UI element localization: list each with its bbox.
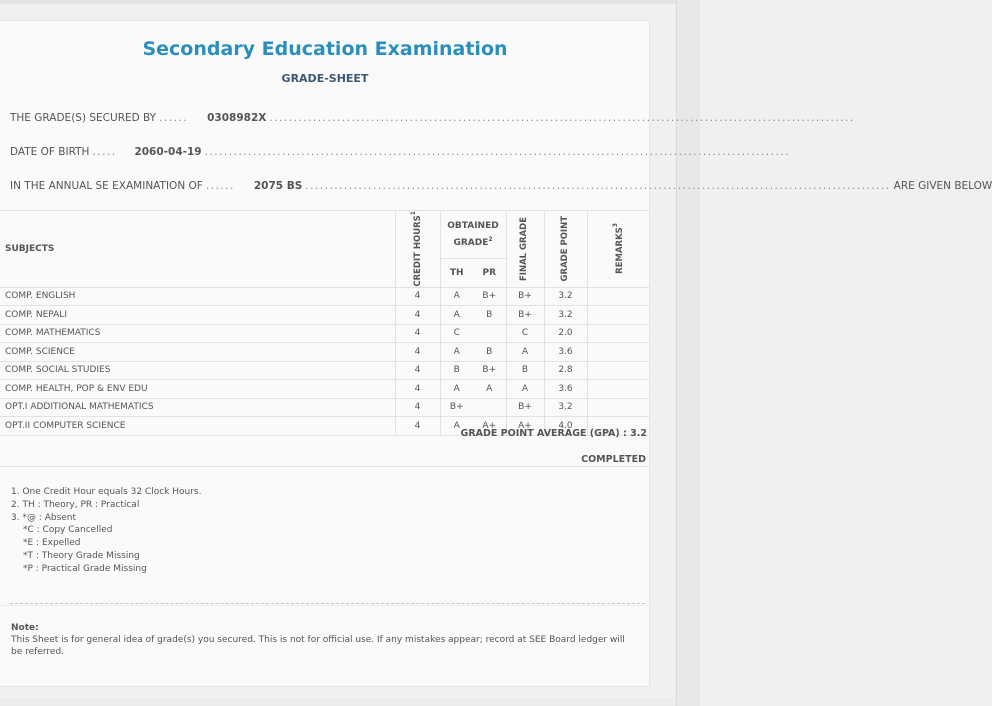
remarks-cell	[587, 398, 650, 417]
subject-cell: COMP. ENGLISH	[0, 287, 395, 306]
date-of-birth: 2060-04-19	[134, 146, 202, 158]
final-grade-cell: C	[506, 324, 544, 343]
table-row	[0, 287, 650, 306]
grade-point-cell: 2.0	[544, 324, 587, 343]
header-grade-point: GRADE POINT	[544, 211, 587, 288]
th-grade-cell: A	[440, 287, 473, 306]
grade-point-cell: 3.2	[544, 287, 587, 306]
footnote-2: 2. TH : Theory, PR : Practical	[11, 499, 140, 510]
header-remarks: REMARKS$^3$	[587, 211, 650, 288]
pr-grade-cell: B+	[473, 287, 506, 306]
dob-label: DATE OF BIRTH	[10, 146, 90, 158]
header-obtained-grade: OBTAINED GRADE$^2$	[440, 211, 506, 259]
symbol-number: 0308982X	[207, 112, 267, 124]
remarks-cell	[587, 361, 650, 380]
footnote-3: 3. *@ : Absent	[11, 512, 77, 523]
final-grade-cell: B+	[506, 287, 544, 306]
header-credit-hours: CREDIT HOURS$^1$	[395, 211, 440, 288]
subject-cell: COMP. SCIENCE	[0, 343, 395, 362]
dots: .........................................................................................................................	[305, 180, 891, 192]
remarks-cell	[587, 287, 650, 306]
footnotes	[11, 486, 201, 576]
pr-grade-cell	[473, 324, 506, 343]
footnote-3-copy-cancelled: *C : Copy Cancelled	[23, 525, 113, 536]
footnote-1: 1. One Credit Hour equals 32 Clock Hours.	[11, 487, 202, 497]
pr-grade-cell: B	[473, 306, 506, 325]
secured-by-line	[10, 112, 855, 124]
dots: .........................................................................................................................	[269, 112, 855, 124]
footnote-3-expelled: *E : Expelled	[23, 538, 81, 549]
final-grade-cell: A	[506, 343, 544, 362]
top-band	[0, 0, 700, 4]
grades-table	[0, 210, 650, 436]
table-row	[0, 306, 650, 325]
grade-point-cell: 3.2	[544, 398, 587, 417]
note-heading: Note:	[11, 623, 39, 633]
given-below-label: ARE GIVEN BELOW	[893, 180, 992, 192]
page-subtitle: GRADE-SHEET	[281, 72, 369, 85]
subject-cell: COMP. NEPALI	[0, 306, 395, 325]
grade-sheet	[0, 20, 992, 687]
exam-line	[10, 180, 992, 192]
footnote-3-practical-missing: *P : Practical Grade Missing	[23, 563, 147, 574]
remarks-cell	[587, 380, 650, 399]
subject-cell: OPT.I ADDITIONAL MATHEMATICS	[0, 398, 395, 417]
credit-cell: 4	[395, 361, 440, 380]
gpa-value: 3.2	[630, 428, 647, 439]
remarks-cell	[587, 324, 650, 343]
credit-cell: 4	[395, 324, 440, 343]
exam-label: IN THE ANNUAL SE EXAMINATION OF	[10, 180, 203, 192]
grade-point-cell: 3.6	[544, 380, 587, 399]
gpa-label: GRADE POINT AVERAGE (GPA) :	[460, 428, 627, 439]
exam-year: 2075 BS	[253, 180, 303, 192]
grade-point-cell: 3.6	[544, 343, 587, 362]
table-row	[0, 361, 650, 380]
dots: ......	[159, 112, 189, 124]
final-grade-cell: B+	[506, 306, 544, 325]
grade-point-cell: 4.0	[544, 417, 587, 436]
pr-grade-cell	[473, 398, 506, 417]
pr-grade-cell: A	[473, 380, 506, 399]
pr-grade-cell: B	[473, 343, 506, 362]
th-grade-cell: A	[440, 343, 473, 362]
footnote-3-theory-missing: *T : Theory Grade Missing	[23, 550, 140, 561]
th-grade-cell: A	[440, 306, 473, 325]
dots: .........................................................................................................................	[204, 146, 790, 158]
final-grade-cell: A	[506, 380, 544, 399]
divider	[0, 605, 650, 606]
header-subjects: SUBJECTS	[0, 211, 395, 288]
page-scrollbar[interactable]	[676, 0, 700, 706]
subject-cell: OPT.II COMPUTER SCIENCE	[0, 417, 395, 436]
secured-by-label: THE GRADE(S) SECURED BY	[10, 112, 157, 124]
status-badge: COMPLETED	[581, 454, 646, 465]
remarks-cell	[587, 306, 650, 325]
final-grade-cell: A+	[506, 417, 544, 436]
credit-cell: 4	[395, 417, 440, 436]
final-grade-cell: B+	[506, 398, 544, 417]
credit-cell: 4	[395, 306, 440, 325]
header-th: TH	[440, 258, 473, 287]
table-row	[0, 380, 650, 399]
table-row	[0, 324, 650, 343]
header-final-grade: FINAL GRADE	[506, 211, 544, 288]
table-row	[0, 398, 650, 417]
subject-cell: COMP. SOCIAL STUDIES	[0, 361, 395, 380]
grade-point-cell: 2.8	[544, 361, 587, 380]
pr-grade-cell: A+	[473, 417, 506, 436]
credit-cell: 4	[395, 287, 440, 306]
gpa-line	[461, 428, 647, 439]
table-row	[0, 343, 650, 362]
th-grade-cell: A	[440, 380, 473, 399]
dots: .....	[92, 146, 117, 158]
dob-line	[10, 146, 790, 158]
header-pr: PR	[473, 258, 506, 287]
divider	[0, 466, 650, 467]
credit-cell: 4	[395, 380, 440, 399]
subject-cell: COMP. HEALTH, POP & ENV EDU	[0, 380, 395, 399]
page-title: Secondary Education Examination	[142, 38, 508, 60]
credit-cell: 4	[395, 343, 440, 362]
remarks-cell	[587, 343, 650, 362]
bottom-band	[0, 698, 676, 706]
pr-grade-cell: B+	[473, 361, 506, 380]
credit-cell: 4	[395, 398, 440, 417]
th-grade-cell: C	[440, 324, 473, 343]
note-text: This Sheet is for general idea of grade(s) you secured. This is not for official use. If any mistakes appear; record at SEE Board ledger will be referred.	[11, 635, 625, 657]
dots: ......	[205, 180, 235, 192]
subject-cell: COMP. MATHEMATICS	[0, 324, 395, 343]
th-grade-cell: B+	[440, 398, 473, 417]
grade-point-cell: 3.2	[544, 306, 587, 325]
dashed-divider	[10, 603, 645, 604]
th-grade-cell: B	[440, 361, 473, 380]
final-grade-cell: B	[506, 361, 544, 380]
th-grade-cell: A	[440, 417, 473, 436]
